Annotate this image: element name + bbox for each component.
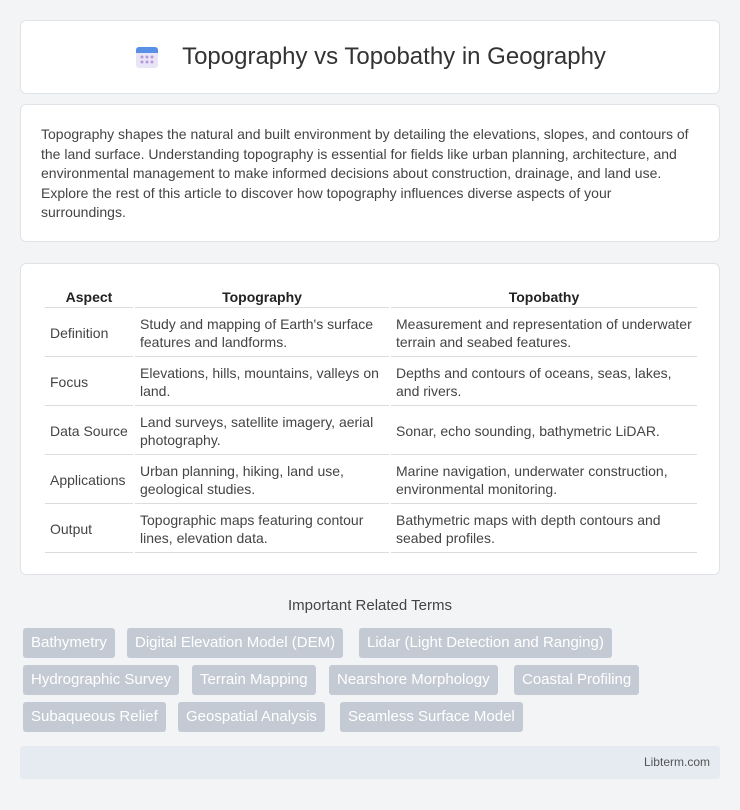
header-topobathy: Topobathy [391, 286, 697, 308]
table-row [45, 457, 697, 504]
tag-terrain-mapping[interactable]: Terrain Mapping [192, 665, 316, 695]
row-topobathy: Depths and contours of oceans, seas, lakes, and rivers. [391, 359, 697, 406]
tag-geospatial-analysis[interactable]: Geospatial Analysis [178, 702, 325, 732]
comparison-card [20, 263, 720, 575]
row-topography: Topographic maps featuring contour lines, elevation data. [135, 506, 389, 553]
tag-hydrographic-survey[interactable]: Hydrographic Survey [23, 665, 179, 695]
tag-lidar[interactable]: Lidar (Light Detection and Ranging) [359, 628, 612, 658]
header-topography: Topography [135, 286, 389, 308]
header-card [20, 20, 720, 94]
row-aspect: Focus [45, 359, 133, 406]
footer [20, 746, 720, 779]
row-topobathy: Bathymetric maps with depth contours and seabed profiles. [391, 506, 697, 553]
row-aspect: Applications [45, 457, 133, 504]
row-topobathy: Sonar, echo sounding, bathymetric LiDAR. [391, 408, 697, 455]
page-title: Topography vs Topobathy in Geography [182, 43, 606, 70]
row-topography: Urban planning, hiking, land use, geological studies. [135, 457, 389, 504]
row-topography: Land surveys, satellite imagery, aerial photography. [135, 408, 389, 455]
row-topography: Study and mapping of Earth's surface features and landforms. [135, 310, 389, 357]
intro-card [20, 104, 720, 242]
row-aspect: Definition [45, 310, 133, 357]
row-topobathy: Marine navigation, underwater construction, environmental monitoring. [391, 457, 697, 504]
table-header-row [45, 286, 697, 308]
table-row [45, 506, 697, 553]
row-topobathy: Measurement and representation of underwater terrain and seabed features. [391, 310, 697, 357]
row-aspect: Data Source [45, 408, 133, 455]
tag-digital-elevation-model[interactable]: Digital Elevation Model (DEM) [127, 628, 343, 658]
intro-paragraph: Topography shapes the natural and built environment by detailing the elevations, slopes, and contours of the land surface. Understanding topography is essential for fields like urban planning, architecture, and environmental management to make informed decisions about construction, drainage, and land use. Explore the rest of this article to discover how topography influences diverse aspects of your surroundings. [41, 126, 689, 220]
tag-coastal-profiling[interactable]: Coastal Profiling [514, 665, 639, 695]
table-row [45, 359, 697, 406]
comparison-table [43, 284, 699, 555]
tag-subaqueous-relief[interactable]: Subaqueous Relief [23, 702, 166, 732]
header-aspect: Aspect [45, 286, 133, 308]
row-aspect: Output [45, 506, 133, 553]
footer-site-link[interactable]: Libterm.com [643, 755, 710, 769]
row-topography: Elevations, hills, mountains, valleys on land. [135, 359, 389, 406]
calendar-icon [134, 44, 160, 70]
table-row [45, 310, 697, 357]
header [134, 43, 606, 71]
related-terms-title: Important Related Terms [288, 597, 452, 614]
table-row [45, 408, 697, 455]
tag-bathymetry[interactable]: Bathymetry [23, 628, 115, 658]
tag-nearshore-morphology[interactable]: Nearshore Morphology [329, 665, 498, 695]
tag-seamless-surface-model[interactable]: Seamless Surface Model [340, 702, 523, 732]
